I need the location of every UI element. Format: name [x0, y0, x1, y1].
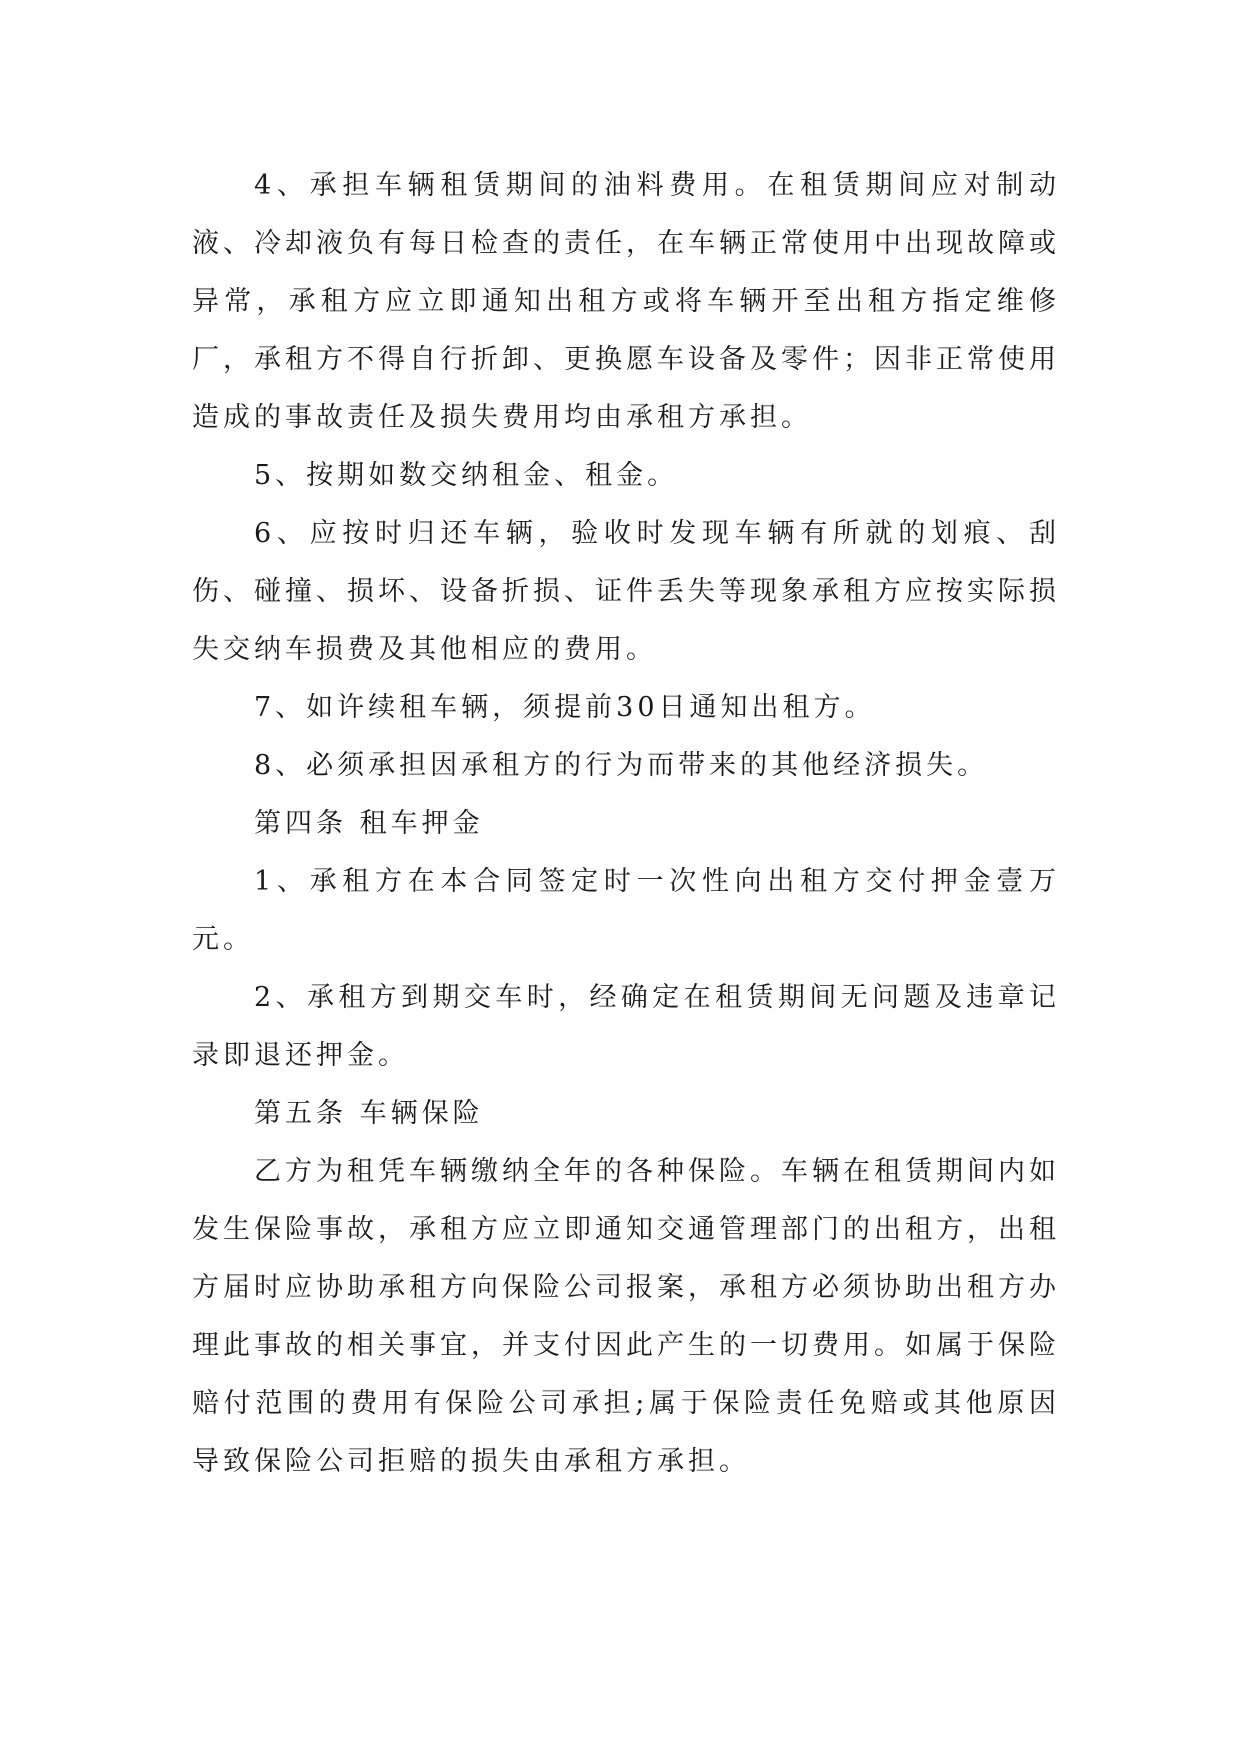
document-body: [192, 157, 1060, 1491]
section-heading-article-4: 第四条 租车押金: [254, 808, 484, 839]
paragraph-clause-3-item-6: 6、应按时归还车辆，验收时发现车辆有所就的划痕、刮伤、碰撞、损坏、设备折损、证件丢失等现象承租方应按实际损失交纳车损费及其他相应的费用。: [192, 518, 1060, 665]
paragraph-deposit-item-2: 2、承租方到期交车时，经确定在租赁期间无问题及违章记录即退还押金。: [192, 982, 1060, 1071]
paragraph-insurance: 乙方为租凭车辆缴纳全年的各种保险。车辆在租赁期间内如发生保险事故，承租方应立即通知交通管理部门的出租方，出租方届时应协助承租方向保险公司报案，承租方必须协助出租方办理此事故的相关事宜，并支付因此产生的一切费用。如属于保险赔付范围的费用有保险公司承担;属于保险责任免赔或其他原因导致保险公司拒赔的损失由承租方承担。: [192, 1156, 1060, 1477]
paragraph-clause-3-item-4: 4、承担车辆租赁期间的油料费用。在租赁期间应对制动液、冷却液负有每日检查的责任，在车辆正常使用中出现故障或异常，承租方应立即通知出租方或将车辆开至出租方指定维修厂，承租方不得自行折卸、更换愿车设备及零件；因非正常使用造成的事故责任及损失费用均由承租方承担。: [192, 170, 1060, 433]
paragraph-clause-3-item-8: 8、必须承担因承租方的行为而带来的其他经济损失。: [254, 750, 989, 781]
section-heading-article-5: 第五条 车辆保险: [254, 1098, 484, 1129]
paragraph-clause-3-item-5: 5、按期如数交纳租金、租金。: [254, 460, 679, 491]
paragraph-deposit-item-1: 1、承租方在本合同签定时一次性向出租方交付押金壹万元。: [192, 866, 1060, 955]
paragraph-clause-3-item-7: 7、如许续租车辆，须提前30日通知出租方。: [254, 692, 876, 723]
